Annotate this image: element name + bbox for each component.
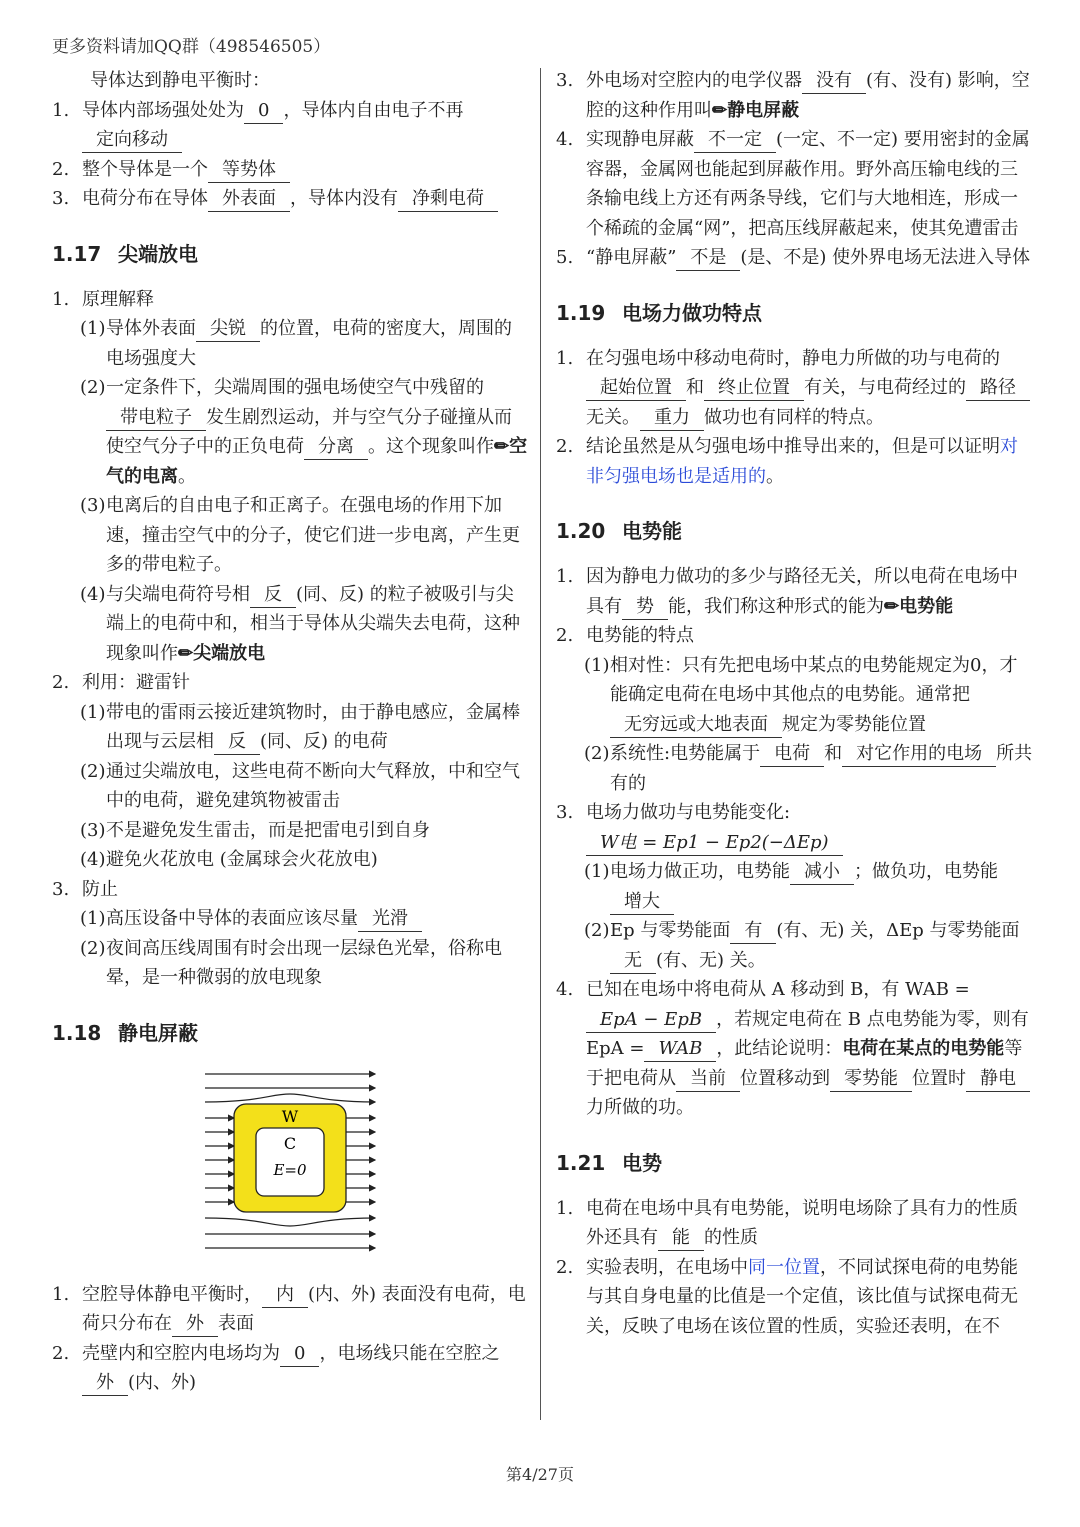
list-item: 2. 整个导体是一个 等势体 bbox=[52, 155, 528, 185]
label-c: C bbox=[283, 1133, 297, 1153]
sub-item: (1) 带电的雷雨云接近建筑物时，由于静电感应，金属棒出现与云层相 反 (同、反) 的电荷 bbox=[52, 698, 528, 757]
list-item: 3. 电荷分布在导体 外表面 ，导体内没有 净剩电荷 bbox=[52, 184, 528, 214]
label-e: E=0 bbox=[273, 1160, 307, 1179]
key-term: ✏电势能 bbox=[884, 595, 954, 617]
answer-blank: 定向移动 bbox=[82, 128, 182, 153]
section-heading: 1.18 静电屏蔽 bbox=[52, 1020, 198, 1045]
sub-item: (2) 一定条件下，尖端周围的强电场使空气中残留的带电粒子 发生剧烈运动，并与空气分子碰撞从而使空气分子中的正负电荷 分离 。这个现象叫作✏空气的电离。 bbox=[80, 377, 528, 487]
answer-blank: 内 bbox=[262, 1283, 308, 1308]
answer-blank: 外 bbox=[172, 1312, 218, 1337]
answer-blank: 外 bbox=[82, 1371, 128, 1396]
answer-blank: 净剩电荷 bbox=[398, 187, 498, 212]
section-heading: 1.17 尖端放电 bbox=[52, 241, 198, 266]
answer-blank: 反 bbox=[214, 730, 260, 755]
sub-item: (2) 通过尖端放电，这些电荷不断向大气释放，中和空气中的电荷，避免建筑物被雷击 bbox=[80, 760, 520, 811]
answer-blank: 分离 bbox=[304, 435, 368, 460]
sub-item: (4) 与尖端电荷符号相 反 (同、反) 的粒子被吸引与尖端上的电荷中和，相当于导体从尖端失去电荷，这种现象叫作✏尖端放电 bbox=[80, 583, 520, 664]
highlight-text: 对非匀强电场也是适用的 bbox=[586, 436, 1018, 487]
sub-item: (2) 夜间高压线周围有时会出现一层绿色光晕，俗称电晕，是一种微弱的放电现象 bbox=[80, 937, 502, 988]
answer-blank: 无穷远或大地表面 bbox=[610, 713, 782, 738]
answer-blank: 没有 bbox=[802, 69, 866, 94]
section-heading: 1.20 电势能 bbox=[556, 519, 682, 543]
sub-item: (2) 系统性:电势能属于 电荷 和 对它作用的电场 所共有的 bbox=[584, 743, 1033, 794]
formula-blank: EpA − EpB bbox=[586, 1008, 716, 1033]
answer-blank: 静电 bbox=[966, 1067, 1030, 1092]
page-number: 第4/27页 bbox=[506, 1465, 574, 1484]
answer-blank: 终止位置 bbox=[704, 376, 804, 401]
answer-blank: 能 bbox=[658, 1226, 704, 1251]
list-item: 2. 实验表明，在电场中同一位置，不同试探电荷的电势能与其自身电量的比值是一个定值，该比值与试探电荷无关，反映了电场在该位置的性质，实验还表明，在不 bbox=[556, 1256, 1018, 1337]
intro-text: 导体达到静电平衡时： bbox=[90, 70, 270, 91]
field-lines-diagram bbox=[200, 1066, 380, 1256]
list-item: 2. 利用：避雷针 bbox=[52, 672, 190, 693]
shielding-figure bbox=[200, 1066, 528, 1260]
answer-blank: 无 bbox=[610, 949, 656, 974]
field-line bbox=[205, 1094, 375, 1102]
list-item: 1. 在匀强电场中移动电荷时，静电力所做的功与电荷的起始位置 和 终止位置 有关，与电荷经过的 路径无关。 重力 做功也有同样的特点。 bbox=[556, 344, 1034, 433]
sub-item: (3) 电离后的自由电子和正离子。在强电场的作用下加速，撞击空气中的分子，使它们进一步电离，产生更多的带电粒子。 bbox=[80, 495, 520, 575]
list-item: 4. 已知在电场中将电荷从 A 移动到 B，有 WAB =EpA − EpB ，若规定电荷在 B 点电势能为零，则有 EpA = WAB ，此结论说明：电荷在某点的电势能等于把电荷从 当前 位置移动到 零势能 位置时 静电力所做的功。 bbox=[556, 979, 1029, 1118]
sub-item: (2) Ep 与零势能面 有 (有、无) 关，ΔEp 与零势能面无 (有、无) 关。 bbox=[556, 916, 1034, 975]
answer-blank: 起始位置 bbox=[586, 376, 686, 401]
list-item: 2. 壳壁内和空腔内电场均为 0 ，电场线只能在空腔之外 (内、外) bbox=[52, 1339, 528, 1398]
formula-blank: W电 = Ep1 − Ep2(−ΔEp) bbox=[586, 831, 843, 856]
list-item: 3. 防止 bbox=[52, 878, 118, 900]
sub-item: (1) 导体外表面 尖锐 的位置，电荷的密度大，周围的电场强度大 bbox=[80, 318, 512, 369]
answer-blank: 有 bbox=[730, 919, 776, 944]
label-w: W bbox=[281, 1106, 299, 1126]
field-line bbox=[205, 1218, 375, 1226]
key-term: ✏空气的电离 bbox=[106, 436, 528, 487]
formula-blank: WAB bbox=[644, 1037, 716, 1062]
right-column bbox=[556, 66, 1034, 1341]
left-column bbox=[52, 66, 528, 1398]
list-item: 1. 导体内部场强处处为 0 ，导体内自由电子不再定向移动 bbox=[52, 96, 528, 155]
answer-blank: 当前 bbox=[676, 1067, 740, 1092]
key-term: 电荷在某点的电势能 bbox=[842, 1038, 1005, 1059]
answer-blank: 对它作用的电场 bbox=[842, 742, 996, 767]
page-header: 更多资料请加QQ群（498546505） bbox=[52, 37, 331, 57]
answer-blank: 不一定 bbox=[694, 128, 776, 153]
sub-item: (1) 相对性：只有先把电场中某点的电势能规定为0，才能确定电荷在电场中其他点的电势能。通常把无穷远或大地表面 规定为零势能位置 bbox=[556, 651, 1034, 740]
list-item: 2. 结论虽然是从匀强电场中推导出来的，但是可以证明对非匀强电场也是适用的。 bbox=[556, 436, 1018, 487]
answer-blank: 外表面 bbox=[208, 187, 290, 212]
list-item: 2. 电势能的特点 bbox=[556, 625, 694, 646]
list-item: 5. “静电屏蔽” 不是 (是、不是) 使外界电场无法进入导体 bbox=[556, 243, 1034, 273]
sub-item: (3) 不是避免发生雷击，而是把雷电引到自身 bbox=[80, 819, 430, 841]
sub-item: (4) 避免火花放电 (金属球会火花放电) bbox=[80, 849, 378, 870]
answer-blank: 光滑 bbox=[358, 907, 422, 932]
answer-blank: 路径 bbox=[966, 376, 1030, 401]
answer-blank: 零势能 bbox=[830, 1067, 912, 1092]
key-term: ✏静电屏蔽 bbox=[712, 99, 800, 121]
section-heading: 1.21 电势 bbox=[556, 1150, 662, 1175]
sub-item: (1) 电场力做正功，电势能 减小 ；做负功，电势能增大 bbox=[556, 857, 1034, 916]
list-item: 1. 空腔导体静电平衡时， 内 (内、外) 表面没有电荷，电荷只分布在 外 表面 bbox=[52, 1280, 528, 1339]
answer-blank: 尖锐 bbox=[196, 317, 260, 342]
answer-blank: 带电粒子 bbox=[106, 406, 206, 431]
answer-blank: 势 bbox=[622, 595, 668, 620]
list-item: 4. 实现静电屏蔽 不一定 (一定、不一定) 要用密封的金属容器，金属网也能起到屏蔽作用。野外高压输电线的三条输电线上方还有两条导线，它们与大地相连，形成一个稀疏的金属“网”，把高压线屏蔽起来，使其免遭雷击 bbox=[556, 129, 1030, 239]
answer-blank: 不是 bbox=[676, 246, 740, 271]
answer-blank: 电荷 bbox=[760, 742, 824, 767]
answer-blank: 等势体 bbox=[208, 158, 290, 183]
answer-blank: 0 bbox=[244, 99, 283, 124]
list-item: 1. 因为静电力做功的多少与路径无关，所以电荷在电场中具有 势 能，我们称这种形式的能为✏电势能 bbox=[556, 562, 1034, 621]
column-divider bbox=[540, 68, 541, 1420]
sub-item: (1) 高压设备中导体的表面应该尽量 光滑 bbox=[52, 904, 528, 934]
answer-blank: 重力 bbox=[640, 406, 704, 431]
list-item: 3. 电场力做功与电势能变化:W电 = Ep1 − Ep2(−ΔEp) bbox=[556, 798, 1034, 857]
answer-blank: 0 bbox=[280, 1342, 319, 1367]
list-item: 3. 外电场对空腔内的电学仪器 没有 (有、没有) 影响，空腔的这种作用叫✏静电屏蔽 bbox=[556, 70, 1030, 121]
answer-blank: 增大 bbox=[610, 890, 674, 915]
key-term: ✏尖端放电 bbox=[178, 642, 266, 664]
answer-blank: 反 bbox=[250, 583, 296, 608]
list-item: 1. 原理解释 bbox=[52, 288, 154, 310]
section-heading: 1.19 电场力做功特点 bbox=[556, 300, 762, 325]
list-item: 1. 电荷在电场中具有电势能，说明电场除了具有力的性质外还具有 能 的性质 bbox=[556, 1194, 1034, 1253]
highlight-text: 同一位置 bbox=[748, 1256, 820, 1278]
answer-blank: 减小 bbox=[790, 860, 854, 885]
